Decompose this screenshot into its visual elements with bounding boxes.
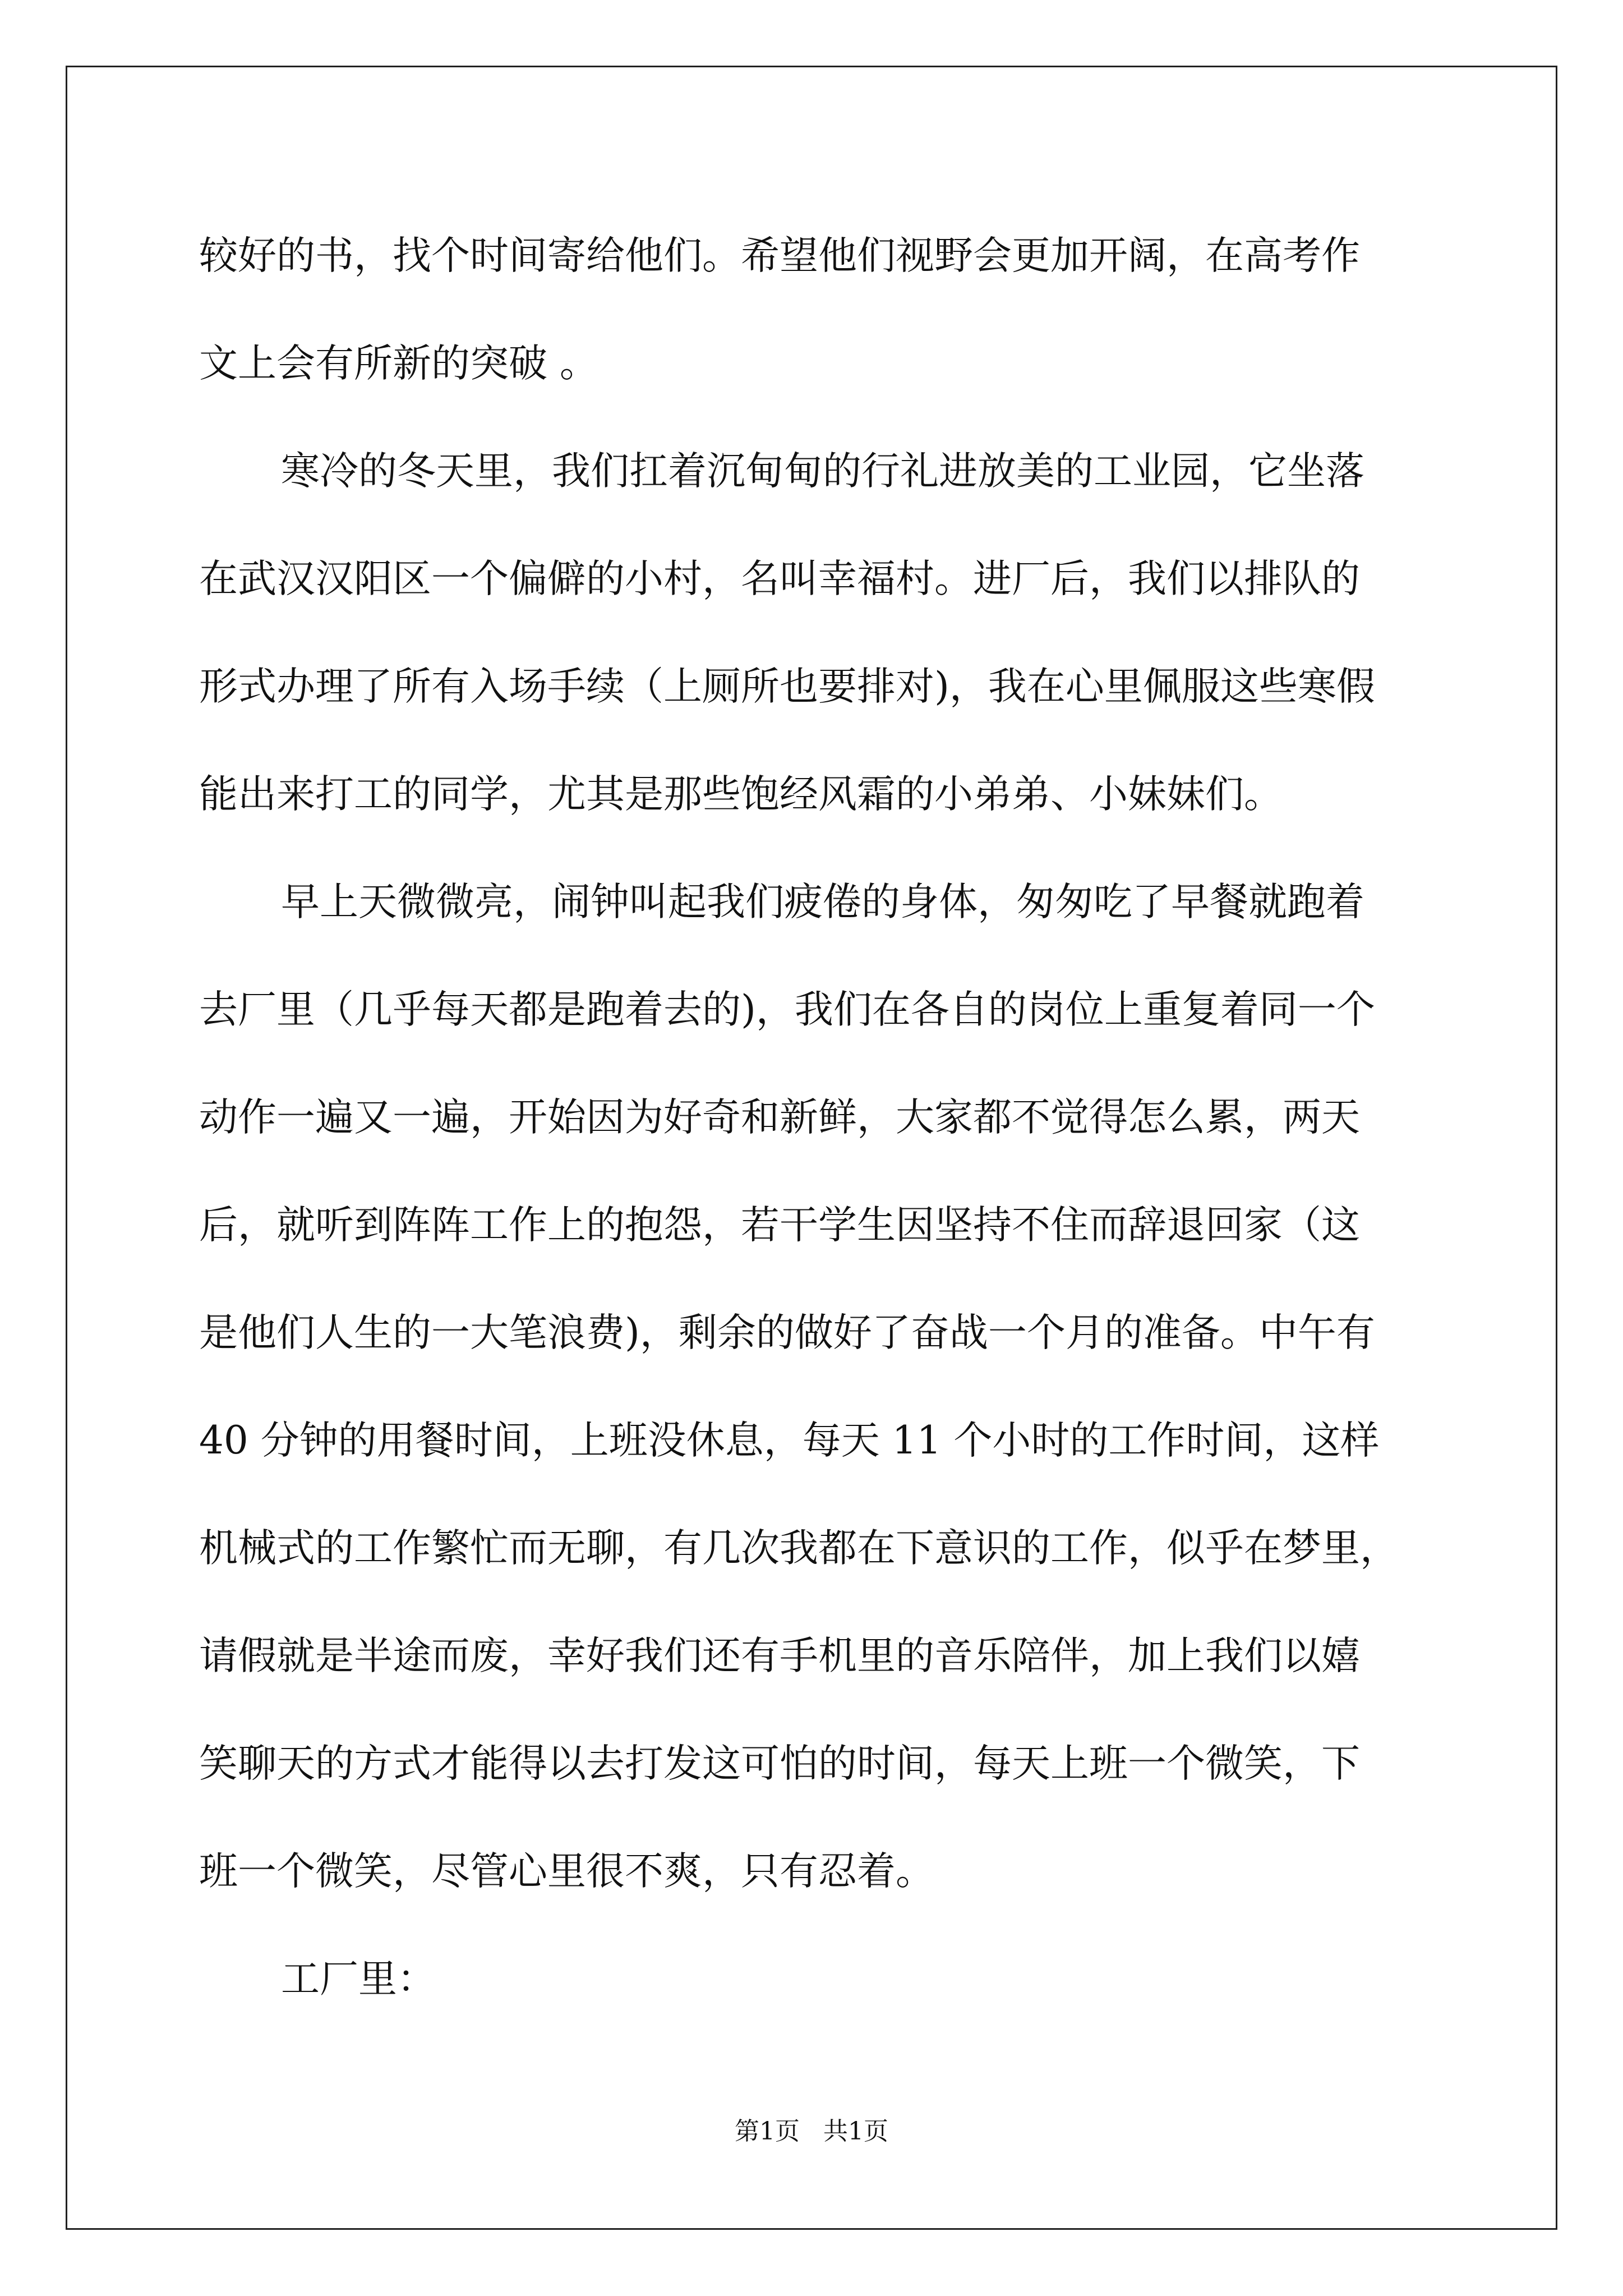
text-line: 在武汉汉阳区一个偏僻的小村，名叫幸福村。进厂后，我们以排队的 [199,556,1360,601]
text-line: 能出来打工的同学，尤其是那些饱经风霜的小弟弟、小妹妹们。 [199,772,1283,817]
text-line: 较好的书，找个时间寄给他们。希望他们视野会更加开阔，在高考作 [199,233,1360,278]
text-line: 机械式的工作繁忙而无聊，有几次我都在下意识的工作，似乎在梦里， [199,1526,1399,1571]
text-line: 文上会有所新的突破 。 [199,341,598,386]
text-line: 是他们人生的一大笔浪费)，剩余的做好了奋战一个月的准备。中午有 [199,1310,1375,1355]
text-line: 笑聊天的方式才能得以去打发这可怕的时间，每天上班一个微笑，下 [199,1741,1360,1786]
text-line: 后，就听到阵阵工作上的抱怨，若干学生因坚持不住而辞退回家（这 [199,1203,1360,1248]
text-line: 动作一遍又一遍，开始因为好奇和新鲜，大家都不觉得怎么累，两天 [199,1095,1360,1140]
text-line: 请假就是半途而废，幸好我们还有手机里的音乐陪伴，加上我们以嬉 [199,1634,1360,1678]
text-line: 去厂里（几乎每天都是跑着去的)，我们在各自的岗位上重复着同一个 [199,987,1375,1032]
paragraph-start-line: 寒冷的冬天里，我们扛着沉甸甸的行礼进放美的工业园，它坐落 [281,449,1364,494]
paragraph-start-line: 早上天微微亮，闹钟叫起我们疲倦的身体，匆匆吃了早餐就跑着 [281,880,1364,924]
text-line: 40 分钟的用餐时间，上班没休息，每天 11 个小时的工作时间，这样 [199,1418,1380,1463]
paragraph-start-line: 工厂里： [281,1957,436,2001]
page-footer: 第1页 共1页 [735,2117,888,2146]
text-line: 班一个微笑，尽管心里很不爽，只有忍着。 [199,1849,934,1894]
text-line: 形式办理了所有入场手续（上厕所也要排对)，我在心里佩服这些寒假 [199,664,1375,709]
document-body [199,202,1450,2033]
